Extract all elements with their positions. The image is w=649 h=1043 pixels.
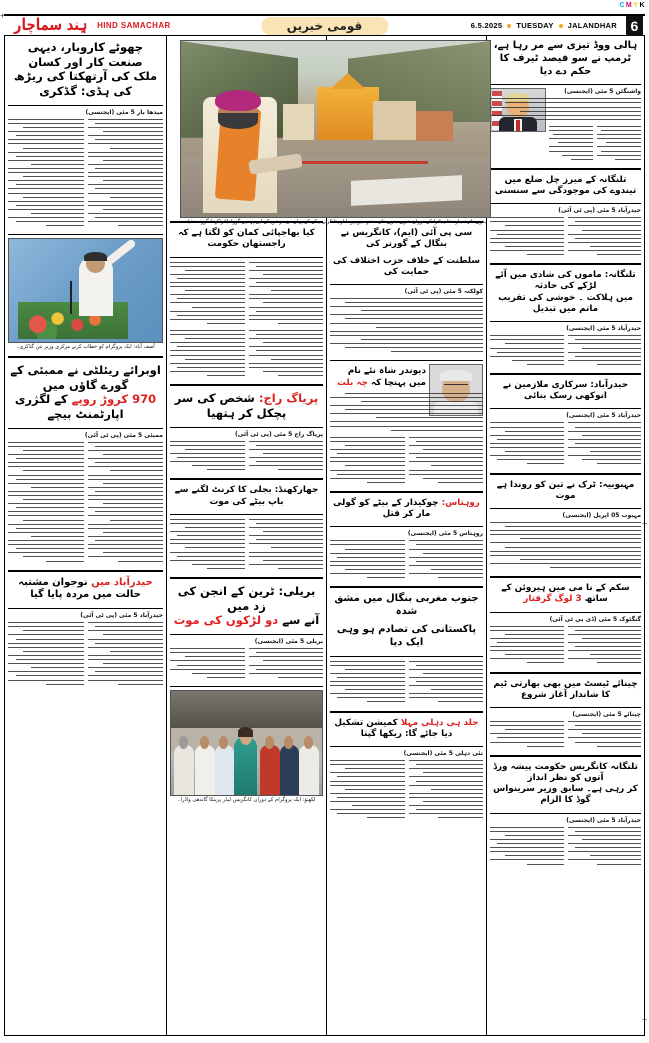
- dateline-new-delhi: نئی دہلی 5 مئی (ایجنسی): [403, 750, 483, 758]
- headline-city-red: پریاگ راج:: [258, 391, 319, 406]
- headline-telangana-congress: [490, 760, 641, 810]
- headline-count-red: 3 لوگ: [554, 594, 582, 605]
- photo-badrinath-block: [180, 40, 491, 228]
- headline-cpim-bengal-2: سلطنت کے خلاف حزب اختلاف کی حمایت کی: [332, 255, 481, 277]
- headline-southwest-bengal: جنوب مغربی بنگال میں مشق شدہ: [334, 593, 479, 618]
- article-body-jharkhand: [170, 518, 323, 574]
- edition-city: JALANDHAR: [567, 21, 617, 30]
- headline-telangana-wedding: [490, 268, 641, 318]
- article-body-bengal: [330, 297, 483, 357]
- dateline-gangtok: گنگٹوک 5 مئی (ڈی پی ٹی آئی): [549, 615, 641, 623]
- photo-nitin-gadkari: [8, 238, 163, 343]
- article-body-rajasthan-cont: [170, 329, 323, 381]
- headline-chennai-test: چینائے ٹیسٹ میں بھی بھارتی ٹیم کا شاندار آغاز شروع: [493, 678, 638, 700]
- headline-rajasthan-bjp: کیا بھاجپائی کمان کو لگتا ہے کہ راجستھان حکومت: [178, 228, 315, 250]
- headline-delhi-mahila-commission: [330, 716, 483, 744]
- article-body-chennai: [490, 720, 641, 752]
- headline-text: چوکیدار کے بیٹے کو گولی مار کر قتل: [333, 497, 439, 520]
- headline-text: کے لگژری اپارٹمنٹ بیچے: [14, 392, 124, 422]
- article-body-leopard: [490, 216, 641, 260]
- dateline-kolkata: کولکتہ 5 مئی (پی ٹی آئی): [404, 288, 483, 295]
- headline-accent-red: جلد ہی دہلی مہلا: [400, 717, 479, 728]
- article-body-truck: [490, 521, 641, 573]
- article-body-wedding: [490, 334, 641, 370]
- dateline-chennai: چینائے 5 مئی (ایجنسی): [572, 711, 641, 719]
- masthead-logo-urdu: ہِند سماچار: [14, 16, 88, 35]
- headline-telangana-leopard: تلنگانہ کے میرز چل ضلع میں تیندوے کی موجودگی سے سنسنی: [494, 174, 637, 197]
- dateline-hyderabad-4: حیدرآباد 5 مئی (ایجنسی): [566, 816, 641, 824]
- article-body-congress: [490, 826, 641, 870]
- photo-badrinath-temple: [180, 40, 491, 218]
- headline-line-1: تلنگانہ: ماموں کی شادی میں آئے لڑکے کی حادثہ: [495, 270, 636, 292]
- photo-caption-badrinath: بدری ناتھ: چار دھام یاترا کے دوران شری بدری ناتھ مندر میں پوجا ارچنا کرتے چکے کے پہلے دن درشن کے لیے پہنچے گورڈ (اتراکھنڈ گورنمنٹ)۔: [184, 219, 487, 225]
- headline-line-2: [9, 392, 162, 421]
- article-body-gadkari: [8, 118, 163, 232]
- crop-mark-top-left: +: [0, 11, 6, 21]
- headline-text: ٹرین کے انجن کی زد میں: [177, 584, 275, 613]
- headline-hyderabad-employees: حیدرآباد: سرکاری ملازمین نے انوکھی رسک بنائی: [502, 379, 629, 402]
- dateline-hyderabad-1: حیدرآباد 5 مئی (پی ٹی آئی): [558, 207, 641, 215]
- masthead-meta: [471, 16, 645, 36]
- article-body-rajasthan: [170, 261, 323, 330]
- separator-dot-icon: [507, 24, 511, 28]
- headline-line-2: [171, 613, 322, 628]
- dateline-prayagraj: پریاگ راج 5 مئی (پی ٹی آئی): [235, 430, 323, 438]
- headline-line-2: کر رہی ہے۔ سابق وزیر سرینواس گوڈ کا الزام: [493, 784, 638, 806]
- headline-text: دیوندر شاہ نئے نام میں پہنچا کہ: [347, 366, 426, 388]
- dateline-mahbub: مہبوب 05 اپریل (ایجنسی): [562, 512, 641, 520]
- publication-date: 6.5.2025: [470, 21, 503, 30]
- cmyk-registration-marks: C M Y K: [619, 2, 645, 9]
- article-body-employees: [490, 421, 641, 469]
- article-body-delhi: [330, 759, 483, 823]
- headline-amount-red: 970 کروڑ روپے: [71, 392, 157, 407]
- page-number: 6: [626, 16, 643, 36]
- headline-text: شخص کی سر پچکل کر ہتھیا: [174, 391, 287, 420]
- dateline-hyderabad-5: حیدرآباد 5 مئی (پی ٹی آئی): [80, 612, 163, 620]
- headline-city: بریلی:: [278, 584, 316, 599]
- crop-mark-bottom-right: +: [642, 1015, 648, 1025]
- headline-rohtas-murder: [330, 496, 483, 524]
- headline-city: مہبوبیہ:: [599, 479, 635, 490]
- column-right: [486, 36, 644, 1035]
- headline-line-1: اوبرائے ریئلٹی نے ممبئی کے گورے گاؤں میں: [10, 362, 161, 392]
- headline-arrested-red: گرفتار: [523, 594, 552, 605]
- masthead: [4, 14, 645, 36]
- dateline-washington: واشنگٹن 5 مئی (ایجنسی): [564, 88, 641, 96]
- headline-text: نوجوان مشتبہ حالت میں مردہ پایا گیا: [18, 576, 141, 601]
- section-banner: قومی خبریں: [261, 17, 388, 35]
- article-body-bengal-2: [330, 660, 483, 708]
- article-body-sikkim: [490, 625, 641, 669]
- headline-oberoi-realty: [8, 361, 163, 425]
- headline-line-1: چھوٹے کاروبار، دیہی صنعت کار اور کسان: [27, 40, 144, 69]
- column-left: [5, 36, 166, 1035]
- headline-prayagraj-murder: [170, 389, 323, 423]
- photo-caption-priyanka: لکھنؤ: ایک پروگرام کے دوران کانگریس لیڈر پرینکا گاندھی واڈرا۔: [177, 796, 316, 803]
- publication-day: TUESDAY: [516, 21, 554, 30]
- headline-sikkim-heroin-arrest: [490, 581, 641, 609]
- dateline-medha: میدھا بار 5 مئی (ایجنسی): [85, 108, 163, 116]
- masthead-logo-english: HIND SAMACHAR: [97, 21, 171, 30]
- article-body-rohtas: [330, 539, 483, 583]
- article-body-devendra-cont: [330, 436, 483, 488]
- headline-bareilly-train: [170, 582, 323, 631]
- headline-line2-red: دو لڑکوں کی موت: [173, 613, 279, 628]
- dateline-hyderabad-2: حیدرآباد 5 مئی (ایجنسی): [566, 325, 641, 333]
- photo-priyanka-gandhi-crowd: [170, 690, 323, 796]
- headline-text: کمیشن تشکیل دیا جائے گا: ریکھا گپتا: [334, 717, 453, 739]
- headline-pakistan-clash: پاکستانی کی تصادم ہو وہی ایک دیا: [336, 623, 477, 648]
- headline-line-2: میں ہلاکت ۔ خوشی کی تقریب ماتم میں تبدیل: [498, 292, 633, 314]
- dateline-mumbai: ممبئی 5 مئی (پی ٹی آئی): [84, 431, 163, 439]
- dateline-hyderabad-3: حیدرآباد 5 مئی (ایجنسی): [566, 412, 641, 420]
- dateline-rohtas: روہتاس 5 مئی (ایجنسی): [407, 530, 483, 538]
- article-body-bareilly: [170, 647, 323, 683]
- headline-gadkari-msme: [8, 38, 163, 102]
- headline-text: ٹرک نے تین کو روندا ہے موت: [496, 479, 596, 501]
- headline-accent-red: چہ بلت: [337, 377, 368, 388]
- photo-caption-gadkari: آصف آباد: ایک پروگرام کو خطاب کرتے مرکزی وزیر نتن گڈکری۔: [16, 344, 155, 351]
- headline-city-red: حیدرآباد میں: [91, 576, 153, 588]
- headline-hollywood-tariff: ہالی ووڈ تیزی سے مر رہا ہے، ٹرمپ نے سو فیصد ٹیرف کا حکم دے دیا: [493, 40, 638, 77]
- headline-jharkhand-electrocution: جھارکھنڈ: بجلی کا کرنٹ لگنے سے باپ بیٹے کی موت: [174, 485, 319, 507]
- article-body-hollywood-cont: [549, 125, 641, 165]
- article-body-oberoi: [8, 441, 163, 567]
- headline-line-1: تلنگانہ کانگریس حکومت پیشہ ورڈ آتوں کو نظر انداز: [493, 761, 638, 783]
- headline-line-2: ملک کی آرتھکتا کی ریڑھ کی ہڈی: گڈکری: [13, 69, 158, 99]
- headline-city-red: روہتاس:: [441, 497, 480, 508]
- headline-cpim-bengal-1: سی پی آئی (ایم)، کانگریس نے بنگال کے گورنر کی: [340, 228, 473, 250]
- headline-line-1: [171, 584, 322, 613]
- headline-line2-pre: آنے سے: [282, 613, 320, 628]
- separator-dot-icon: [559, 24, 563, 28]
- article-body-hyderabad-youth: [8, 621, 163, 690]
- headline-mahbubia-truck: [490, 478, 641, 506]
- headline-pre: سکم کے نا می میں ہیروئن کے ساتھ: [501, 583, 630, 605]
- dateline-bareilly: بریلی 5 مئی (ایجنسی): [254, 638, 323, 646]
- article-body-prayagraj: [170, 440, 323, 476]
- headline-hyderabad-youth-dead: [8, 575, 163, 606]
- crop-mark-right: +: [642, 519, 648, 529]
